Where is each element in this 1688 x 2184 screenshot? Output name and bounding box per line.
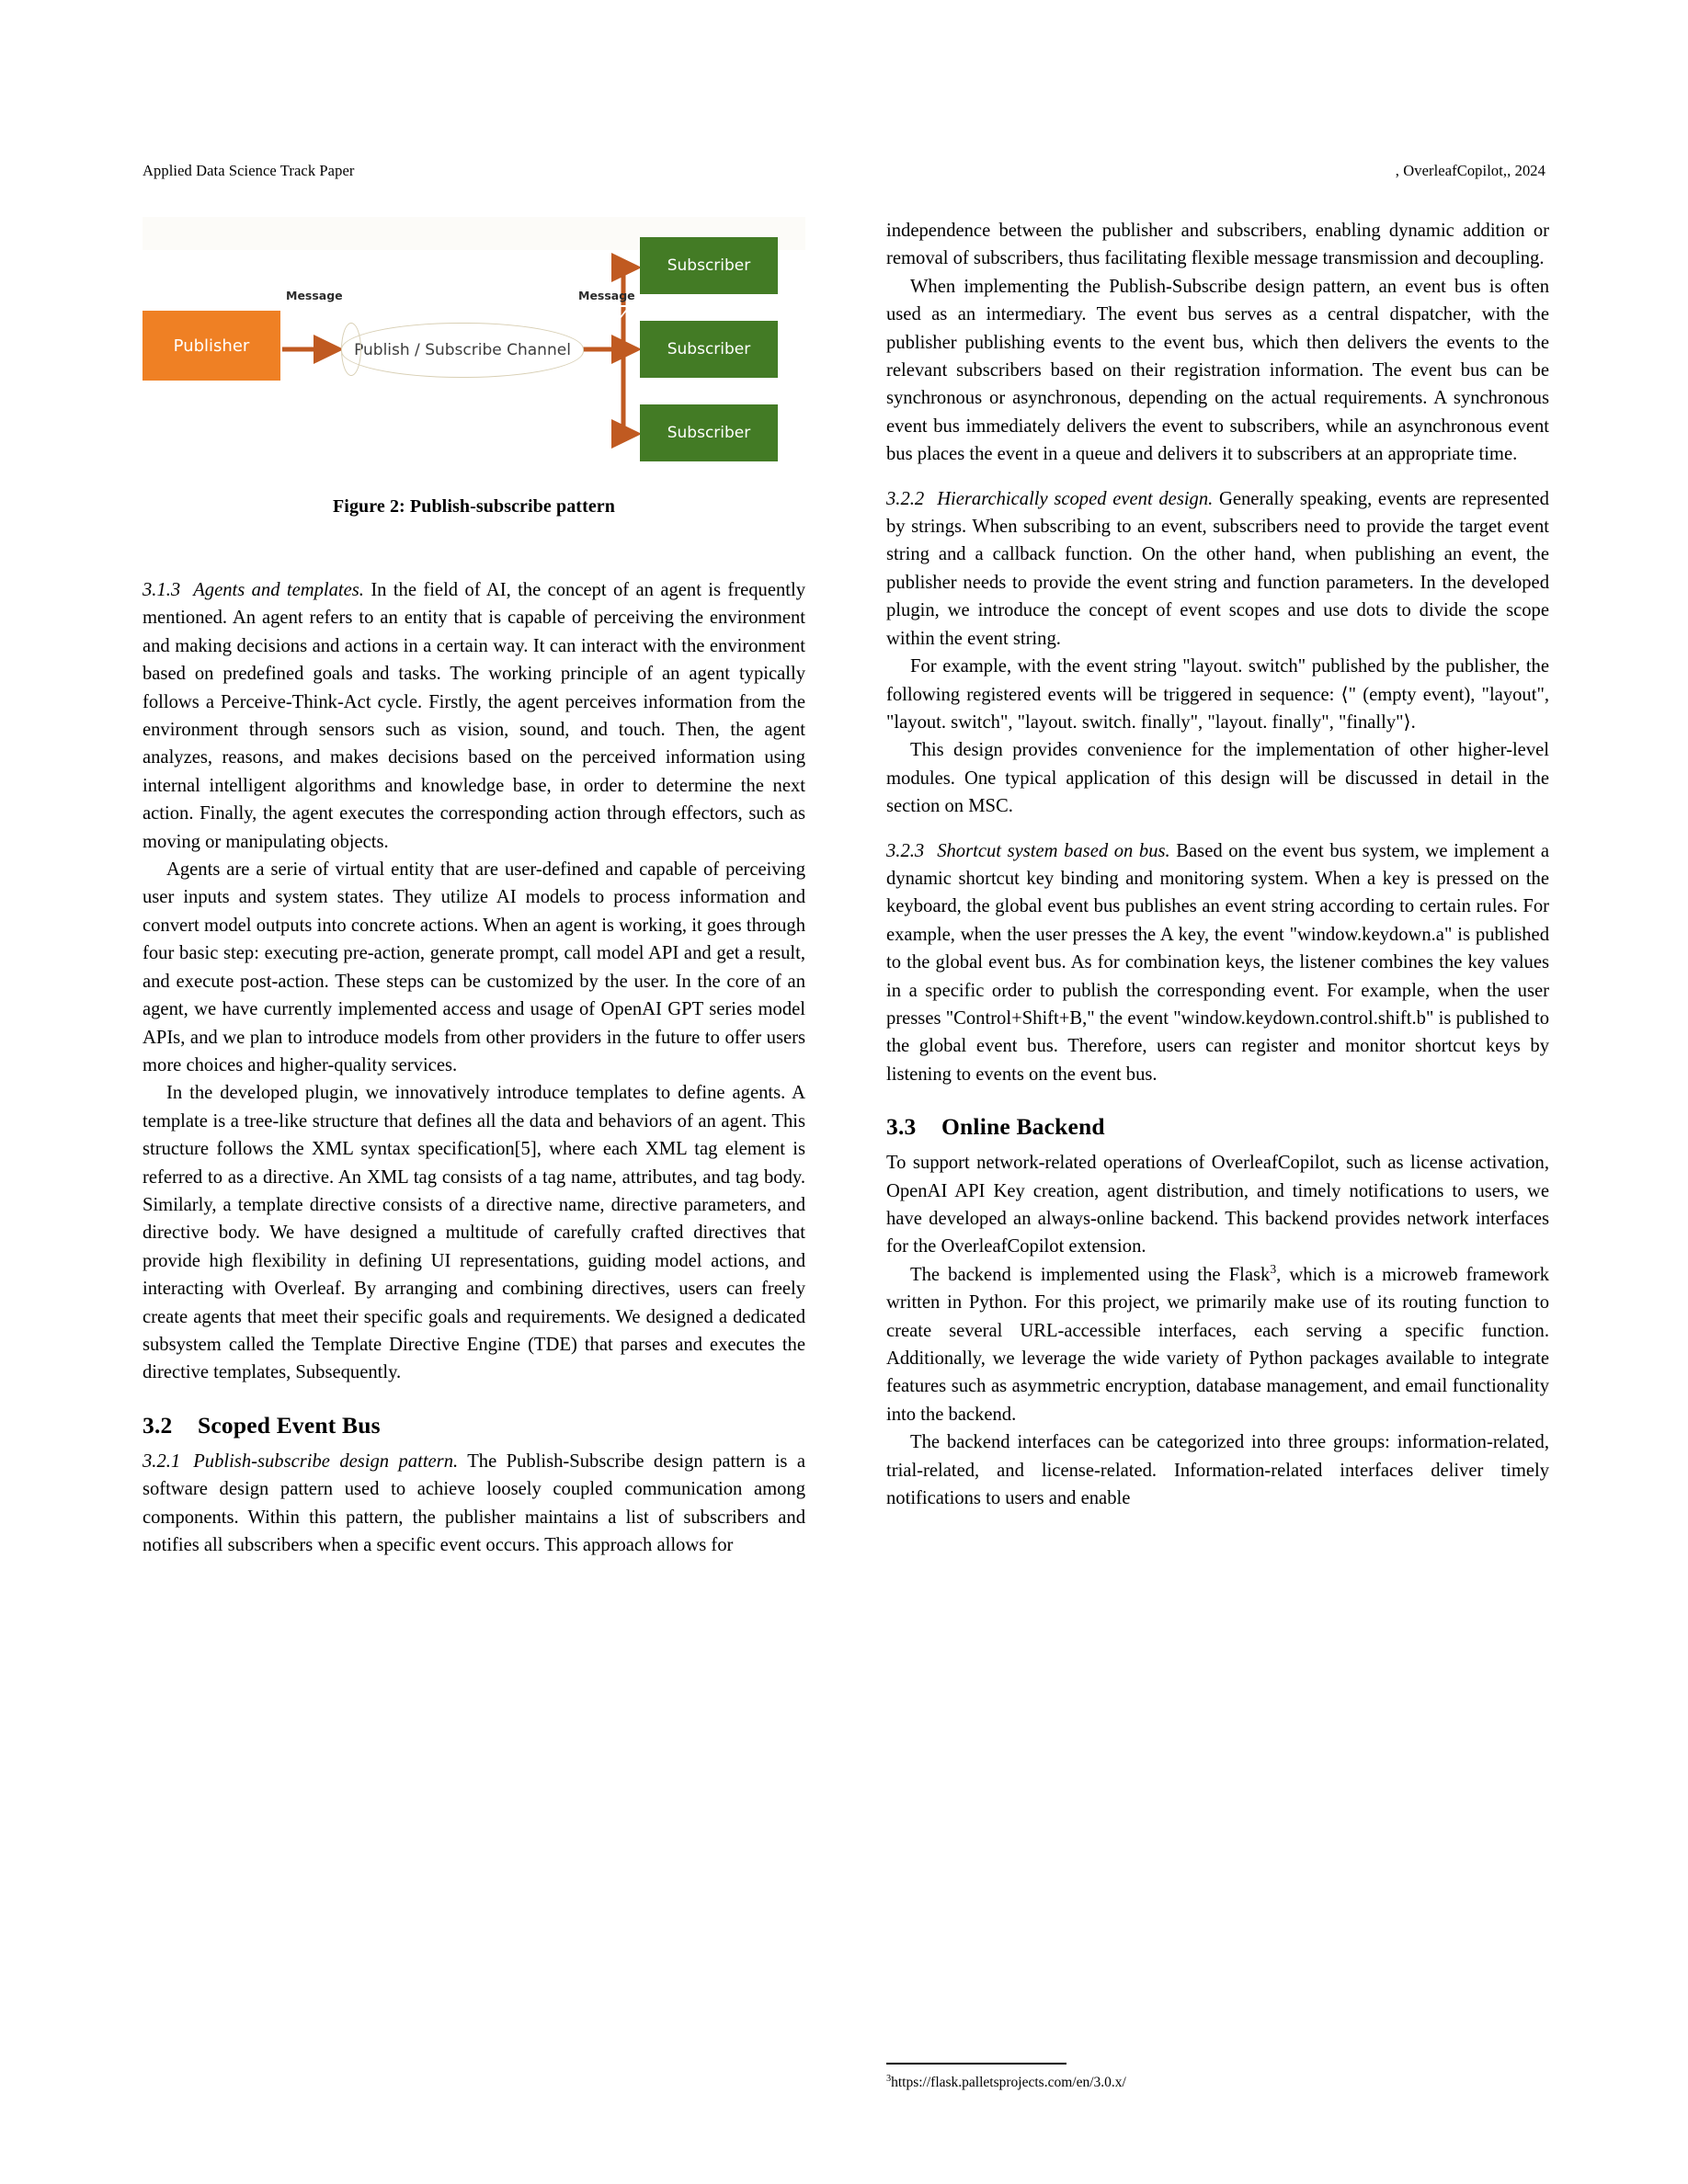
subsection-body-3-2-2: Generally speaking, events are represented by strings. When subscribing to an event, subscribers need to provide the target event string and a callback function. On the other hand, when publishing an event, the publisher needs to provide the event string and function parameters. In the developed plugin, we introduce the concept of event scopes and use dots to divide the scope within the event string. bbox=[886, 488, 1549, 649]
figure-subscriber-2 bbox=[640, 321, 778, 378]
figure-subscriber-3-label: Subscriber bbox=[667, 424, 751, 442]
paragraph-sec-3-2-2 bbox=[886, 485, 1549, 653]
section-number-3-2: 3.2 bbox=[143, 1411, 173, 1439]
footnote-3-url[interactable]: https://flask.palletsprojects.com/en/3.0.x/ bbox=[891, 2075, 1126, 2090]
two-column-body bbox=[143, 217, 1549, 2092]
paragraph-event-string-example: For example, with the event string "layout. switch" published by the publisher, the following registered events will be triggered in sequence: ⟨" (empty event), "layout", "layout. switch", "layout. switch. finally", "layout. finally", "finally"⟩. bbox=[886, 656, 1549, 733]
figure-subscriber-1-label: Subscriber bbox=[667, 256, 751, 275]
section-number-3-3: 3.3 bbox=[886, 1113, 917, 1141]
subsection-body-3-2-1: The Publish-Subscribe design pattern is a software design pattern used to achieve loosely coupled communication among components. Within this pattern, the publisher maintains a list of subscribers and notifies all subscribers when a specific event occurs. This approach allows for bbox=[143, 1450, 805, 1555]
footnote-marker-3: 3 bbox=[886, 2073, 892, 2084]
section-heading-3-2 bbox=[143, 1411, 805, 1440]
figure-publisher-label: Publisher bbox=[173, 336, 250, 356]
figure-subscriber-1 bbox=[640, 237, 778, 294]
figure-subscriber-3 bbox=[640, 404, 778, 461]
figure-message-1 bbox=[286, 289, 341, 303]
paragraph-interface-groups: The backend interfaces can be categorized into three groups: information-related, trial-related, and license-related. Information-related interfaces deliver timely notifications to users and enable bbox=[886, 1432, 1549, 1509]
paragraph-sec-3-2-1 bbox=[143, 1448, 805, 1560]
figure-2 bbox=[143, 217, 805, 518]
running-header bbox=[143, 162, 1545, 180]
paragraph-flask-pre: The backend is implemented using the Flask bbox=[910, 1264, 1271, 1285]
figure-message-2 bbox=[578, 289, 633, 303]
section-title-3-3: Online Backend bbox=[941, 1113, 1105, 1141]
section-heading-3-3 bbox=[886, 1112, 1549, 1142]
figure-publisher-node bbox=[143, 311, 280, 381]
subsection-title-3-1-3: Agents and templates. bbox=[193, 580, 364, 600]
paragraph-sec-3-2-3 bbox=[886, 837, 1549, 1089]
figure-message-2-label: Message bbox=[578, 289, 635, 302]
left-column bbox=[143, 217, 805, 2092]
footnote-area bbox=[886, 2063, 1549, 2092]
footnote-ref-3: 3 bbox=[1270, 1261, 1277, 1276]
paragraph-independence: independence between the publisher and subscribers, enabling dynamic addition or removal of subscribers, thus facilitating flexible message transmission and decoupling. bbox=[886, 221, 1549, 269]
running-header-right: , OverleafCopilot,, 2024 bbox=[1395, 162, 1545, 179]
figure-2-canvas bbox=[143, 217, 805, 467]
footnote-rule bbox=[886, 2063, 1066, 2065]
subsection-title-3-2-2: Hierarchically scoped event design. bbox=[937, 488, 1214, 509]
subsection-title-3-2-3: Shortcut system based on bus. bbox=[937, 840, 1170, 861]
subsection-number-3-2-3: 3.2.3 bbox=[886, 840, 925, 861]
figure-message-1-label: Message bbox=[286, 289, 343, 302]
paragraph-backend-intro: To support network-related operations of OverleafCopilot, such as license activation, OpenAI API Key creation, agent distribution, and timely notifications to users, we have developed an always-online backend. This backend provides network interfaces for the OverleafCopilot extension. bbox=[886, 1153, 1549, 1257]
subsection-body-3-2-3: Based on the event bus system, we implement a dynamic shortcut key binding and monitoring system. When a key is pressed on the keyboard, the global event bus publishes an event string according to certain rules. For example, when the user presses the A key, the event "window.keydown.a" is published to the global event bus. As for combination keys, the listener combines the key values in a specific order to publish the corresponding event. For example, when the user presses "Control+Shift+B," the event "window.keydown.control.shift.b" is published to the global event bus. Therefore, users can register and monitor shortcut keys by listening to events on the event bus. bbox=[886, 840, 1549, 1085]
running-header-left: Applied Data Science Track Paper bbox=[143, 162, 355, 179]
footnote-3 bbox=[886, 2073, 1549, 2092]
subsection-number-3-2-2: 3.2.2 bbox=[886, 488, 925, 509]
paragraph-sec-3-1-3 bbox=[143, 576, 805, 856]
right-column bbox=[886, 217, 1549, 2092]
subsection-title-3-2-1: Publish-subscribe design pattern. bbox=[193, 1450, 459, 1472]
paragraph-agents-virtual: Agents are a serie of virtual entity that are user-defined and capable of perceiving user inputs and system states. They utilize AI models to process information and convert model outputs into concrete actions. When an agent is working, it goes through four basic step: executing pre-action, generate prompt, call model API and get a result, and execute post-action. These steps can be customized by the user. In the core of an agent, we have currently implemented access and usage of OpenAI GPT series model APIs, and we plan to introduce models from other providers in the future to offer users more choices and higher-quality services. bbox=[143, 859, 805, 1075]
paragraph-event-bus: When implementing the Publish-Subscribe design pattern, an event bus is often used as an intermediary. The event bus serves as a central dispatcher, with the publisher publishing events to the event bus, which then delivers the events to the relevant subscribers based on their registration information. The event bus can be synchronous or asynchronous, depending on the actual requirements. A synchronous event bus immediately delivers the event to subscribers, while an asynchronous event bus places the event in a queue and delivers it to subscribers at an appropriate time. bbox=[886, 276, 1549, 465]
paragraph-design-convenience: This design provides convenience for the implementation of other higher-level modules. One typical application of this design will be discussed in detail in the section on MSC. bbox=[886, 740, 1549, 817]
paragraph-flask-post: , which is a microweb framework written in Python. For this project, we primarily make use of its routing function to create several URL-accessible interfaces, each serving a specific function. Additionally, we leverage the wide variety of Python packages available to integrate features such as asymmetric encryption, database management, and email functionality into the backend. bbox=[886, 1264, 1549, 1425]
paragraph-flask bbox=[886, 1261, 1549, 1428]
subsection-number-3-2-1: 3.2.1 bbox=[143, 1450, 181, 1472]
figure-channel-cap bbox=[341, 323, 361, 376]
section-title-3-2: Scoped Event Bus bbox=[198, 1411, 381, 1439]
subsection-body-3-1-3: In the field of AI, the concept of an agent is frequently mentioned. An agent refers to an entity that is capable of perceiving the environment and making decisions and actions in a certain way. It can interact with the environment based on predefined goals and tasks. The working principle of an agent typically follows a Perceive-Think-Act cycle. Firstly, the agent perceives information from the environment through sensors such as vision, sound, and touch. Then, the agent analyzes, reasons, and makes decisions based on the perceived information using internal intelligent algorithms and knowledge base, in order to determine the next action. Finally, the agent executes the corresponding action through effectors, such as moving or manipulating objects. bbox=[143, 580, 806, 852]
figure-subscriber-2-label: Subscriber bbox=[667, 340, 751, 358]
subsection-number-3-1-3: 3.1.3 bbox=[143, 580, 181, 600]
figure-channel-node bbox=[341, 323, 584, 378]
figure-channel-label: Publish / Subscribe Channel bbox=[354, 341, 571, 359]
paragraph-templates: In the developed plugin, we innovatively introduce templates to define agents. A template is a tree-like structure that defines all the data and behaviors of an agent. This structure follows the XML syntax specification[5], where each XML tag element is referred to as a directive. An XML tag consists of a tag name, attributes, and tag body. Similarly, a template directive consists of a directive name, directive parameters, and directive body. We have designed a multitude of carefully crafted directives that provide high flexibility in defining UI representations, guiding model actions, and interacting with Overleaf. By arranging and combining directives, users can freely create agents that meet their specific goals and requirements. We designed a dedicated subsystem called the Template Directive Engine (TDE) that parses and executes the directive templates, Subsequently. bbox=[143, 1083, 805, 1383]
figure-2-caption: Figure 2: Publish-subscribe pattern bbox=[332, 496, 616, 517]
